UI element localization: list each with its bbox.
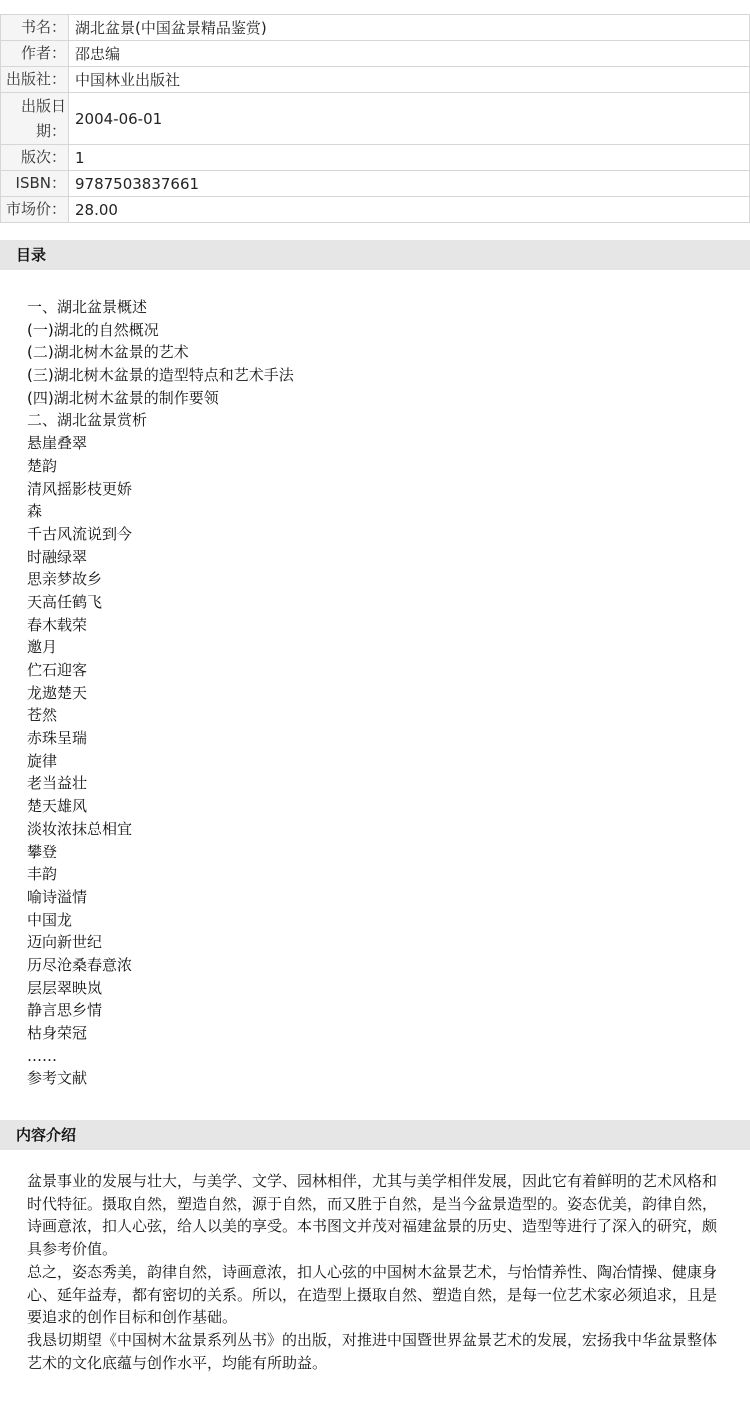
toc-item: 迈向新世纪	[27, 933, 103, 952]
toc-item: 楚天雄风	[27, 797, 88, 816]
info-value: 28.00	[69, 197, 750, 223]
toc-item: 枯身荣冠	[27, 1024, 88, 1042]
book-info-table	[0, 14, 750, 223]
info-value: 9787503837661	[69, 171, 750, 197]
info-row-publish-date	[1, 93, 750, 145]
toc-item: 时融绿翠	[27, 547, 88, 566]
info-key: 作者：	[1, 41, 69, 67]
info-key: 出版日期：	[1, 93, 69, 145]
info-row-author	[1, 41, 750, 67]
toc-item: 苍然	[27, 706, 58, 725]
info-key: 市场价：	[1, 197, 69, 223]
toc-item: 伫石迎客	[27, 661, 88, 679]
toc-item: 旋律	[27, 751, 58, 770]
toc-item: 千古风流说到今	[27, 524, 133, 543]
toc-item: 龙遨楚天	[27, 683, 88, 702]
toc-item: 森	[27, 502, 43, 521]
toc-item: 清风摇影枝更娇	[27, 479, 133, 498]
info-row-edition	[1, 145, 750, 171]
toc-item: 老当益壮	[27, 774, 88, 793]
toc-item: 楚韵	[27, 456, 58, 475]
toc-item: 攀登	[27, 842, 58, 861]
info-row-price	[1, 197, 750, 223]
info-row-title	[1, 15, 750, 41]
toc-item: 层层翠映岚	[27, 978, 103, 997]
toc-item: 参考文献	[27, 1069, 88, 1088]
toc-item: ……	[27, 1046, 57, 1065]
info-value: 2004-06-01	[69, 93, 750, 145]
toc-item: 悬崖叠翠	[27, 434, 88, 453]
intro-body	[27, 1170, 727, 1374]
info-key: 版次：	[1, 145, 69, 171]
toc-item: 历尽沧桑春意浓	[27, 955, 133, 974]
info-value: 中国林业出版社	[69, 67, 750, 93]
toc-item: 丰韵	[27, 865, 58, 884]
toc-item: 邀月	[27, 638, 58, 657]
toc-item: 喻诗溢情	[27, 887, 88, 906]
toc-list	[27, 296, 294, 1090]
intro-paragraph: 总之，姿态秀美，韵律自然，诗画意浓，扣人心弦的中国树木盆景艺术，与怡情养性、陶冶情操、健康身心、延年益寿，都有密切的关系。所以，在造型上摄取自然、塑造自然，是每一位艺术家必须追求，且是要追求的创作目标和创作基础。	[27, 1262, 718, 1327]
toc-item: 思亲梦故乡	[27, 570, 103, 589]
intro-paragraph: 盆景事业的发展与壮大，与美学、文学、园林相伴，尤其与美学相伴发展，因此它有着鲜明的艺术风格和时代特征。摄取自然，塑造自然，源于自然，而又胜于自然，是当今盆景造型的。姿态优美，韵律自然，诗画意浓，扣人心弦，给人以美的享受。本书图文并茂对福建盆景的历史、造型等进行了深入的研究，颇具参考价值。	[27, 1172, 718, 1259]
info-value: 邵忠编	[69, 41, 750, 67]
info-row-publisher	[1, 67, 750, 93]
intro-header: 内容介绍	[0, 1120, 750, 1150]
intro-paragraph: 我恳切期望《中国树木盆景系列丛书》的出版，对推进中国暨世界盆景艺术的发展，宏扬我中华盆景整体艺术的文化底蕴与创作水平，均能有所助益。	[27, 1330, 718, 1372]
toc-item: (一)湖北的自然概况	[27, 320, 159, 339]
info-value: 1	[69, 145, 750, 171]
toc-header: 目录	[0, 240, 750, 270]
toc-item: 春木载荣	[27, 615, 88, 634]
info-value: 湖北盆景(中国盆景精品鉴赏)	[69, 15, 750, 41]
toc-item: 二、湖北盆景赏析	[27, 411, 148, 430]
toc-item: 淡妆浓抹总相宜	[27, 819, 133, 838]
toc-item: 赤珠呈瑞	[27, 729, 88, 748]
toc-item: 静言思乡情	[27, 1001, 103, 1020]
info-row-isbn	[1, 171, 750, 197]
info-key: 出版社：	[1, 67, 69, 93]
toc-item: 天高任鹤飞	[27, 592, 103, 611]
toc-item: 一、湖北盆景概述	[27, 298, 148, 316]
toc-item: (二)湖北树木盆景的艺术	[27, 343, 189, 362]
info-key: ISBN：	[1, 171, 69, 197]
info-key: 书名：	[1, 15, 69, 41]
toc-item: (四)湖北树木盆景的制作要领	[27, 388, 219, 407]
toc-item: (三)湖北树木盆景的造型特点和艺术手法	[27, 366, 294, 385]
toc-item: 中国龙	[27, 910, 73, 929]
